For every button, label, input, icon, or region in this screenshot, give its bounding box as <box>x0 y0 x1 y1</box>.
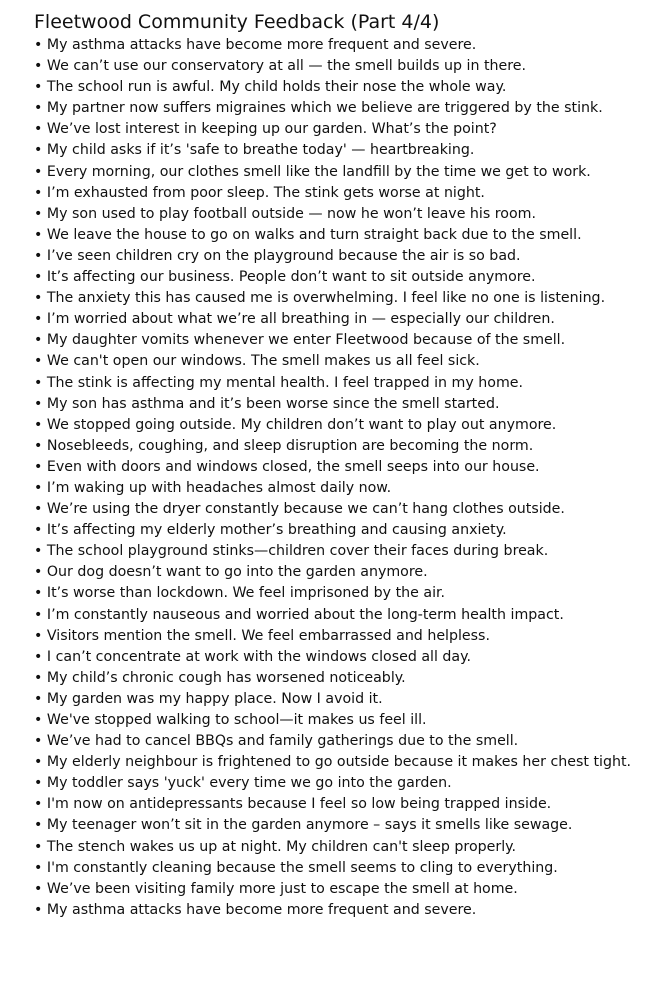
feedback-text: I’m worried about what we’re all breathing in — especially our children. <box>46 311 555 328</box>
feedback-text: I’m exhausted from poor sleep. The stink gets worse at night. <box>46 184 485 201</box>
feedback-text: My child’s chronic cough has worsened noticeably. <box>46 669 406 686</box>
bullet-marker: • <box>34 311 43 328</box>
feedback-item <box>34 605 660 626</box>
feedback-item <box>34 98 660 119</box>
feedback-item <box>34 77 660 98</box>
bullet-marker: • <box>34 880 43 897</box>
feedback-item <box>34 267 660 288</box>
feedback-item <box>34 246 660 267</box>
bullet-marker: • <box>34 585 43 602</box>
feedback-text: It’s affecting my elderly mother’s breathing and causing anxiety. <box>46 522 507 539</box>
feedback-item <box>34 562 660 583</box>
feedback-text: Our dog doesn’t want to go into the garden anymore. <box>46 564 428 581</box>
feedback-item <box>34 541 660 562</box>
feedback-text: We’ve lost interest in keeping up our garden. What’s the point? <box>46 121 497 138</box>
feedback-item <box>34 204 660 225</box>
feedback-text: We can’t use our conservatory at all — the smell builds up in there. <box>46 58 526 75</box>
bullet-marker: • <box>34 901 43 918</box>
bullet-marker: • <box>34 416 43 433</box>
bullet-marker: • <box>34 353 43 370</box>
document-page <box>34 9 660 921</box>
feedback-text: My elderly neighbour is frightened to go outside because it makes her chest tight. <box>46 754 632 771</box>
feedback-text: Every morning, our clothes smell like the landfill by the time we get to work. <box>46 163 591 180</box>
feedback-item <box>34 394 660 415</box>
bullet-marker: • <box>34 395 43 412</box>
feedback-text: The stench wakes us up at night. My children can't sleep properly. <box>46 838 517 855</box>
feedback-item <box>34 520 660 541</box>
feedback-item <box>34 119 660 140</box>
feedback-item <box>34 415 660 436</box>
feedback-text: The school run is awful. My child holds their nose the whole way. <box>46 79 507 96</box>
bullet-marker: • <box>34 754 43 771</box>
feedback-text: I'm constantly cleaning because the smell seems to cling to everything. <box>46 859 558 876</box>
feedback-item <box>34 183 660 204</box>
bullet-marker: • <box>34 142 43 159</box>
bullet-marker: • <box>34 121 43 138</box>
feedback-list <box>34 35 660 921</box>
feedback-text: Even with doors and windows closed, the smell seeps into our house. <box>46 458 540 475</box>
feedback-item <box>34 815 660 836</box>
bullet-marker: • <box>34 859 43 876</box>
feedback-text: It’s affecting our business. People don’t want to sit outside anymore. <box>46 269 536 286</box>
feedback-item <box>34 35 660 56</box>
feedback-item <box>34 478 660 499</box>
document-title: Fleetwood Community Feedback (Part 4/4) <box>34 11 440 33</box>
bullet-marker: • <box>34 374 43 391</box>
feedback-item <box>34 773 660 794</box>
bullet-marker: • <box>34 37 43 53</box>
feedback-item <box>34 140 660 161</box>
feedback-text: My garden was my happy place. Now I avoid it. <box>46 690 383 707</box>
feedback-text: My son used to play football outside — now he won’t leave his room. <box>46 205 536 222</box>
feedback-text: We’re using the dryer constantly because we can’t hang clothes outside. <box>46 501 565 518</box>
feedback-text: We’ve been visiting family more just to escape the smell at home. <box>46 880 518 897</box>
feedback-item <box>34 710 660 731</box>
feedback-item <box>34 731 660 752</box>
bullet-marker: • <box>34 479 43 496</box>
feedback-item <box>34 373 660 394</box>
feedback-item <box>34 752 660 773</box>
feedback-text: The stink is affecting my mental health. I feel trapped in my home. <box>46 374 524 391</box>
bullet-marker: • <box>34 100 43 117</box>
feedback-text: My asthma attacks have become more frequent and severe. <box>46 901 477 918</box>
feedback-text: I can’t concentrate at work with the windows closed all day. <box>46 648 472 665</box>
feedback-item <box>34 858 660 879</box>
bullet-marker: • <box>34 690 43 707</box>
bullet-marker: • <box>34 669 43 686</box>
bullet-marker: • <box>34 58 43 75</box>
bullet-marker: • <box>34 226 43 243</box>
feedback-text: I'm now on antidepressants because I feel so low being trapped inside. <box>46 796 552 813</box>
bullet-marker: • <box>34 712 43 728</box>
feedback-item <box>34 351 660 372</box>
bullet-marker: • <box>34 564 43 581</box>
bullet-marker: • <box>34 332 43 349</box>
feedback-item <box>34 436 660 457</box>
bullet-marker: • <box>34 184 43 201</box>
feedback-item <box>34 879 660 900</box>
feedback-item <box>34 900 660 921</box>
feedback-item <box>34 56 660 77</box>
bullet-marker: • <box>34 627 43 644</box>
bullet-marker: • <box>34 817 43 834</box>
bullet-marker: • <box>34 648 43 665</box>
feedback-text: I’ve seen children cry on the playground because the air is so bad. <box>46 247 521 264</box>
feedback-text: My son has asthma and it’s been worse since the smell started. <box>46 395 500 412</box>
feedback-text: I’m waking up with headaches almost daily now. <box>46 479 392 496</box>
feedback-item <box>34 689 660 710</box>
bullet-marker: • <box>34 205 43 222</box>
feedback-item <box>34 668 660 689</box>
feedback-text: My daughter vomits whenever we enter Fleetwood because of the smell. <box>46 332 566 349</box>
bullet-marker: • <box>34 79 43 96</box>
bullet-marker: • <box>34 522 43 539</box>
feedback-text: My child asks if it’s 'safe to breathe today' — heartbreaking. <box>46 142 475 159</box>
feedback-text: Nosebleeds, coughing, and sleep disruption are becoming the norm. <box>46 437 534 454</box>
feedback-text: My asthma attacks have become more frequent and severe. <box>46 37 477 53</box>
bullet-marker: • <box>34 796 43 813</box>
feedback-item <box>34 457 660 478</box>
bullet-marker: • <box>34 606 43 623</box>
feedback-text: I’m constantly nauseous and worried about the long-term health impact. <box>46 606 564 623</box>
feedback-item <box>34 837 660 858</box>
bullet-marker: • <box>34 501 43 518</box>
bullet-marker: • <box>34 163 43 180</box>
bullet-marker: • <box>34 290 43 307</box>
feedback-text: My toddler says 'yuck' every time we go into the garden. <box>46 775 452 792</box>
feedback-text: We've stopped walking to school—it makes us feel ill. <box>46 712 427 728</box>
feedback-item <box>34 309 660 330</box>
bullet-marker: • <box>34 269 43 286</box>
feedback-text: The school playground stinks—children cover their faces during break. <box>46 543 549 560</box>
feedback-item <box>34 225 660 246</box>
feedback-item <box>34 794 660 815</box>
feedback-item <box>34 499 660 520</box>
feedback-text: The anxiety this has caused me is overwhelming. I feel like no one is listening. <box>46 290 606 307</box>
feedback-text: It’s worse than lockdown. We feel imprisoned by the air. <box>46 585 446 602</box>
feedback-item <box>34 626 660 647</box>
bullet-marker: • <box>34 838 43 855</box>
feedback-item <box>34 288 660 309</box>
feedback-item <box>34 647 660 668</box>
bullet-marker: • <box>34 543 43 560</box>
feedback-text: We can't open our windows. The smell makes us all feel sick. <box>46 353 480 370</box>
feedback-text: My teenager won’t sit in the garden anymore – says it smells like sewage. <box>46 817 573 834</box>
bullet-marker: • <box>34 247 43 264</box>
bullet-marker: • <box>34 458 43 475</box>
feedback-text: My partner now suffers migraines which we believe are triggered by the stink. <box>46 100 603 117</box>
feedback-text: Visitors mention the smell. We feel embarrassed and helpless. <box>46 627 490 644</box>
feedback-text: We stopped going outside. My children don’t want to play out anymore. <box>46 416 557 433</box>
feedback-item <box>34 330 660 351</box>
feedback-item <box>34 583 660 604</box>
bullet-marker: • <box>34 733 43 750</box>
feedback-text: We’ve had to cancel BBQs and family gatherings due to the smell. <box>46 733 519 750</box>
feedback-text: We leave the house to go on walks and turn straight back due to the smell. <box>46 226 582 243</box>
bullet-marker: • <box>34 437 43 454</box>
bullet-marker: • <box>34 775 43 792</box>
feedback-item <box>34 162 660 183</box>
